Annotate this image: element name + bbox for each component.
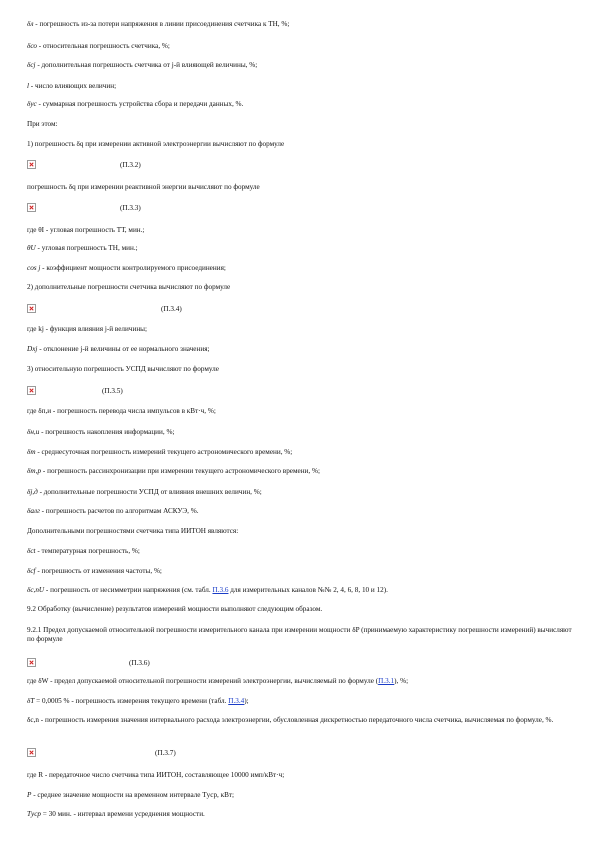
paragraph: [27, 677, 572, 686]
symbol: δл: [27, 20, 34, 28]
broken-image-icon: [27, 203, 36, 212]
symbol: Dxj: [27, 345, 38, 353]
paragraph: [27, 716, 572, 725]
symbol: δj,д: [27, 488, 38, 496]
paragraph-text: погрешность δq при измерении реактивной энергии вычисляют по формуле: [27, 183, 260, 191]
paragraph-text: = 30 мин. - интервал времени усреднения мощности.: [40, 810, 205, 818]
paragraph-text: где δW - предел допускаемой относительной погрешности измерений электроэнергии, вычисляемый по формуле (: [27, 677, 379, 685]
paragraph-text: - среднее значение мощности на временном интервале Tуср, кВт;: [31, 791, 235, 799]
paragraph: [27, 407, 572, 416]
paragraph-text: δc,n - погрешность измерения значения интервального расхода электроэнергии, обусловленная дискретностью передаточного числа счетчика, вычисляемая по формуле, %.: [27, 716, 554, 724]
formula-row: [27, 203, 160, 217]
paragraph: [27, 488, 572, 497]
paragraph: [27, 791, 572, 800]
paragraph-text: Дополнительными погрешностями счетчика типа ИИТОН являются:: [27, 527, 239, 535]
paragraph-text: - коэффициент мощности контролируемого присоединения;: [40, 264, 226, 272]
paragraph: [27, 428, 572, 437]
paragraph-text: При этом:: [27, 120, 58, 128]
paragraph: [27, 183, 572, 192]
paragraph-text: 9.2 Обработку (вычисление) результатов измерений мощности выполняют следующим образом.: [27, 605, 323, 613]
paragraph: [27, 448, 572, 457]
paragraph: [27, 42, 572, 51]
paragraph-text: - число влияющих величин;: [29, 82, 117, 90]
paragraph-text: - погрешность рассинхронизации при измерении текущего астрономического времени, %;: [41, 467, 320, 475]
reference-link[interactable]: П.3.6: [212, 586, 229, 594]
equation-number: (П.3.2): [120, 161, 141, 169]
paragraph: [27, 697, 572, 706]
paragraph: [27, 264, 572, 273]
formula-row: [27, 304, 201, 318]
paragraph-text: 9.2.1 Предел допускаемой относительной погрешности измерительного канала при измерении мощности δP (принимаемую характеристику погрешности измерений) вычисляют по формуле: [27, 626, 572, 643]
paragraph: [27, 325, 572, 334]
paragraph: [27, 345, 572, 354]
paragraph-text: - погрешность расчетов по алгоритмам АСКУЭ, %.: [39, 507, 199, 515]
paragraph: [27, 586, 572, 595]
broken-image-icon: [27, 748, 36, 757]
paragraph-text: - погрешность от несимметрии напряжения (см. табл.: [44, 586, 213, 594]
paragraph: [27, 61, 572, 70]
paragraph-text: );: [244, 697, 249, 705]
paragraph: [27, 365, 572, 374]
broken-image-icon: [27, 160, 36, 169]
equation-number: (П.3.5): [102, 387, 123, 395]
equation-number: (П.3.3): [120, 204, 141, 212]
paragraph: [27, 82, 572, 91]
formula-row: [27, 160, 160, 174]
paragraph-text: - дополнительная погрешность счетчика от j-й влияющей величины, %;: [35, 61, 258, 69]
paragraph-text: - суммарная погрешность устройства сбора и передачи данных, %.: [36, 100, 244, 108]
paragraph: [27, 226, 572, 235]
broken-image-icon: [27, 386, 36, 395]
paragraph-text: - дополнительные погрешности УСПД от влияния внешних величин, %;: [37, 488, 262, 496]
formula-row: [27, 658, 169, 672]
symbol: cos j: [27, 264, 41, 272]
paragraph-text: где R - передаточное число счетчика типа ИИТОН, составляющее 10000 имп/кВт·ч;: [27, 771, 285, 779]
paragraph: [27, 140, 572, 149]
paragraph: [27, 567, 572, 576]
equation-number: (П.3.4): [161, 305, 182, 313]
paragraph: [27, 467, 572, 476]
equation-number: (П.3.6): [129, 659, 150, 667]
reference-link[interactable]: П.3.4: [228, 697, 245, 705]
symbol: δус: [27, 100, 37, 108]
paragraph-text: - температурная погрешность, %;: [35, 547, 140, 555]
reference-link[interactable]: П.3.1: [378, 677, 395, 685]
symbol: δн,и: [27, 428, 40, 436]
symbol: P: [27, 791, 32, 799]
paragraph-text: - погрешность накопления информации, %;: [39, 428, 175, 436]
paragraph-text: = 0,0005 % - погрешность измерения текущего времени (табл.: [34, 697, 229, 705]
paragraph-text: 3) относительную погрешность УСПД вычисляют по формуле: [27, 365, 219, 373]
paragraph-text: 1) погрешность δq при измерении активной электроэнергии вычисляют по формуле: [27, 140, 285, 148]
symbol: δсо: [27, 42, 37, 50]
equation-number: (П.3.7): [155, 749, 176, 757]
paragraph: [27, 605, 572, 614]
paragraph-text: - относительная погрешность счетчика, %;: [36, 42, 170, 50]
symbol: δT: [27, 697, 35, 705]
symbol: δалг: [27, 507, 40, 515]
paragraph: [27, 244, 572, 253]
symbol: l: [27, 82, 29, 90]
paragraph-text: - угловая погрешность ТН, мин.;: [35, 244, 138, 252]
symbol: δсj: [27, 61, 36, 69]
symbol: δct: [27, 547, 36, 555]
paragraph-text: - среднесуточная погрешность измерений текущего астрономического времени, %;: [35, 448, 293, 456]
symbol: δт: [27, 448, 36, 456]
formula-row: [27, 748, 195, 762]
paragraph: [27, 100, 572, 109]
paragraph: [27, 507, 572, 516]
paragraph: [27, 283, 572, 292]
paragraph: [27, 771, 572, 780]
paragraph-text: - погрешность от изменения частоты, %;: [35, 567, 162, 575]
symbol: Tуср: [27, 810, 41, 818]
paragraph: [27, 626, 572, 644]
symbol: δc,nU: [27, 586, 45, 594]
symbol: θU: [27, 244, 36, 252]
paragraph-text: для измерительных каналов №№ 2, 4, 6, 8, 10 и 12).: [228, 586, 388, 594]
formula-row: [27, 386, 142, 400]
broken-image-icon: [27, 658, 36, 667]
symbol: δт,р: [27, 467, 42, 475]
broken-image-icon: [27, 304, 36, 313]
paragraph-text: где kj - функция влияния j-й величины;: [27, 325, 147, 333]
paragraph: [27, 547, 572, 556]
paragraph-text: - отклонение j-й величины от ее нормального значения;: [37, 345, 210, 353]
paragraph: [27, 20, 572, 29]
paragraph-text: где δп,и - погрешность перевода числа импульсов в кВт·ч, %;: [27, 407, 216, 415]
paragraph-text: - погрешность из-за потери напряжения в линии присоединения счетчика к ТН, %;: [33, 20, 290, 28]
paragraph-text: ), %;: [394, 677, 409, 685]
paragraph: [27, 810, 572, 819]
paragraph-text: 2) дополнительные погрешности счетчика вычисляют по формуле: [27, 283, 231, 291]
paragraph: [27, 527, 572, 536]
symbol: δcf: [27, 567, 36, 575]
paragraph: [27, 120, 572, 129]
paragraph-text: где θI - угловая погрешность ТТ, мин.;: [27, 226, 145, 234]
